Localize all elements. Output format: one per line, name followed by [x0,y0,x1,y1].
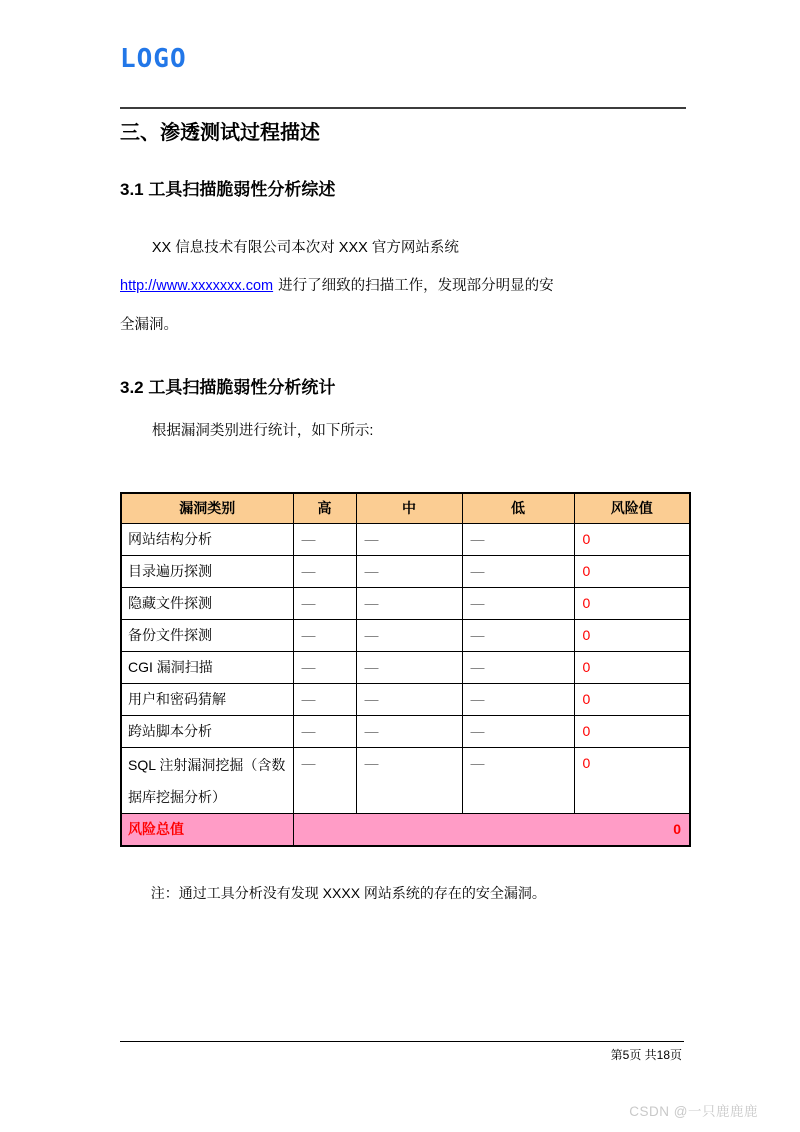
paragraph-line1: XX 信息技术有限公司本次对 XXX 官方网站系统 [151,239,459,256]
table-row [121,747,690,813]
risk-value-cell: 0 [574,651,690,683]
medium-count-cell: — [356,651,462,683]
section-title-3-2: 3.2 工具扫描脆弱性分析统计 [120,378,336,398]
header-high: 高 [293,493,356,523]
table-row [121,715,690,747]
vuln-category-cell: SQL 注射漏洞挖掘（含数据库挖掘分析） [121,747,293,813]
table-total-row [121,813,690,846]
vuln-category-cell: 跨站脚本分析 [121,715,293,747]
high-count-cell: — [293,747,356,813]
table-row [121,587,690,619]
note-text: 注：通过工具分析没有发现 XXXX 网站系统的存在的安全漏洞。 [150,885,546,902]
medium-count-cell: — [356,683,462,715]
section-title-3-1: 3.1 工具扫描脆弱性分析综述 [120,180,336,199]
total-value-cell: 0 [293,813,690,846]
high-count-cell: — [293,651,356,683]
medium-count-cell: — [356,523,462,555]
table-row [121,555,690,587]
low-count-cell: — [462,587,574,619]
low-count-cell: — [462,715,574,747]
high-count-cell: — [293,587,356,619]
vuln-category-cell: 备份文件探测 [121,619,293,651]
medium-count-cell: — [356,715,462,747]
low-count-cell: — [462,651,574,683]
medium-count-cell: — [356,619,462,651]
vuln-category-cell: 用户和密码猜解 [121,683,293,715]
risk-value-cell: 0 [574,747,690,813]
total-label-cell: 风险总值 [121,813,293,846]
risk-value-cell: 0 [574,683,690,715]
vuln-category-cell: CGI 漏洞扫描 [121,651,293,683]
company-logo: LOGO [120,44,187,74]
csdn-watermark: CSDN @一只鹿鹿鹿 [629,1104,758,1119]
header-risk-value: 风险值 [574,493,690,523]
table-row [121,683,690,715]
risk-value-cell: 0 [574,619,690,651]
low-count-cell: — [462,555,574,587]
medium-count-cell: — [356,555,462,587]
vuln-category-cell: 目录遍历探测 [121,555,293,587]
website-link[interactable]: http://www.xxxxxxx.com [120,278,274,295]
low-count-cell: — [462,619,574,651]
page-number: 第5页 共18页 [610,1048,682,1062]
high-count-cell: — [293,715,356,747]
paragraph-line3: 全漏洞。 [120,316,178,333]
table-header-row [121,493,690,523]
low-count-cell: — [462,523,574,555]
high-count-cell: — [293,523,356,555]
table-row [121,619,690,651]
vuln-category-cell: 隐藏文件探测 [121,587,293,619]
intro-paragraph [120,229,686,345]
medium-count-cell: — [356,587,462,619]
risk-value-cell: 0 [574,715,690,747]
vulnerability-stats-table [120,492,691,847]
low-count-cell: — [462,747,574,813]
medium-count-cell: — [356,747,462,813]
table-row [121,523,690,555]
page-title: 三、渗透测试过程描述 [120,122,320,144]
high-count-cell: — [293,683,356,715]
stats-intro-text: 根据漏洞类别进行统计，如下所示: [151,423,374,440]
table-row [121,651,690,683]
risk-value-cell: 0 [574,523,690,555]
risk-value-cell: 0 [574,587,690,619]
footer-divider [120,1041,684,1042]
high-count-cell: — [293,555,356,587]
header-divider [120,107,686,109]
high-count-cell: — [293,619,356,651]
vuln-category-cell: 网站结构分析 [121,523,293,555]
header-low: 低 [462,493,574,523]
header-category: 漏洞类别 [121,493,293,523]
paragraph-after-link: 进行了细致的扫描工作，发现部分明显的安 [278,278,554,295]
header-medium: 中 [356,493,462,523]
risk-value-cell: 0 [574,555,690,587]
low-count-cell: — [462,683,574,715]
